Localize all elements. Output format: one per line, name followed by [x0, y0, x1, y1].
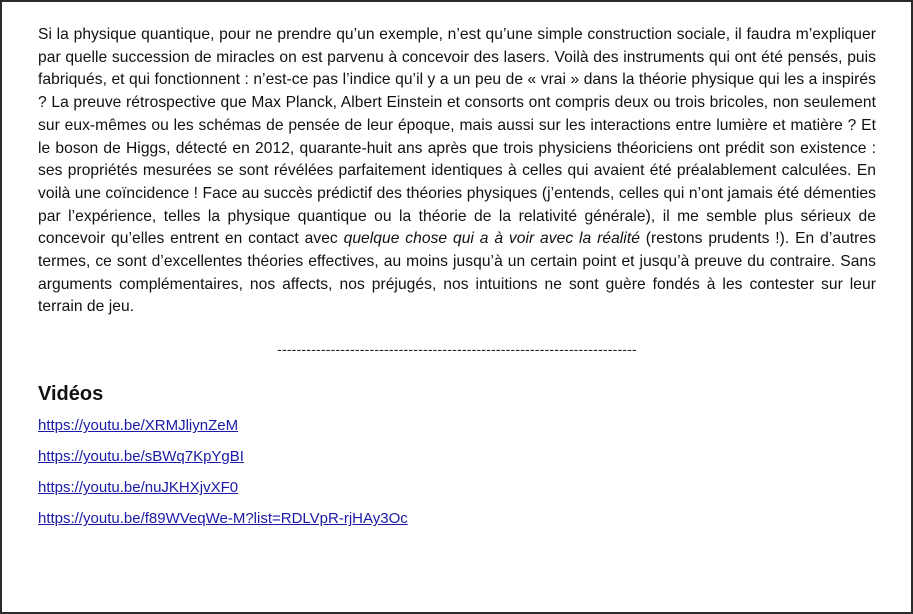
paragraph-text-end: (restons prudents !). En d’autres termes, ce sont d’excellentes théories effectives, au moins jusqu’à un certain point et jusqu’à preuve du contraire. Sans arguments complémentaires, nos affects, nos préjugés, nos intuitions ne sont guère fondés à les contester sur leur terrain de jeu. [38, 230, 876, 316]
video-links-list [38, 416, 876, 529]
video-link-3[interactable]: https://youtu.be/nuJKHXjvXF0 [38, 479, 239, 497]
paragraph-italic-phrase: quelque chose qui a à voir avec la réalité [343, 230, 640, 248]
videos-heading: Vidéos [38, 383, 104, 406]
video-link-4[interactable]: https://youtu.be/f89WVeqWe-M?list=RDLVpR-rjHAy3Oc [38, 510, 408, 528]
video-link-2[interactable]: https://youtu.be/sBWq7KpYgBI [38, 448, 244, 466]
document-content [38, 24, 876, 540]
paragraph-text-start: Si la physique quantique, pour ne prendre qu’un exemple, n’est qu’une simple construction sociale, il faudra m’expliquer par quelle succession de miracles on est parvenu à concevoir des lasers. Voilà des instruments qui ont été pensés, puis fabriqués, et qui fonctionnent : n’est-ce pas l’indice qu’il y a un peu de « vrai » dans la théorie physique qui les a inspirés ? La preuve rétrospective que Max Planck, Albert Einstein et consorts ont compris deux ou trois bricoles, non seulement sur eux-mêmes ou les schémas de pensée de leur époque, mais aussi sur les interactions entre lumière et matière ? Et le boson de Higgs, détecté en 2012, quarante-huit ans après que trois physiciens théoriciens ont prédit son existence : ses propriétés mesurées se sont révélées parfaitement identiques à celles qui avaient été préalablement calculées. En voilà une coïncidence ! Face au succès prédictif des théories physiques (j’entends, celles qui n’ont jamais été démenties par l’expérience, telles la physique quantique ou la théorie de la relativité générale), il me semble plus sérieux de concevoir qu’elles entrent en contact avec [38, 26, 876, 248]
video-link-1[interactable]: https://youtu.be/XRMJliynZeM [38, 417, 239, 435]
body-paragraph [38, 24, 876, 319]
section-separator: -------------------------------------------------------------------------- [277, 341, 637, 358]
